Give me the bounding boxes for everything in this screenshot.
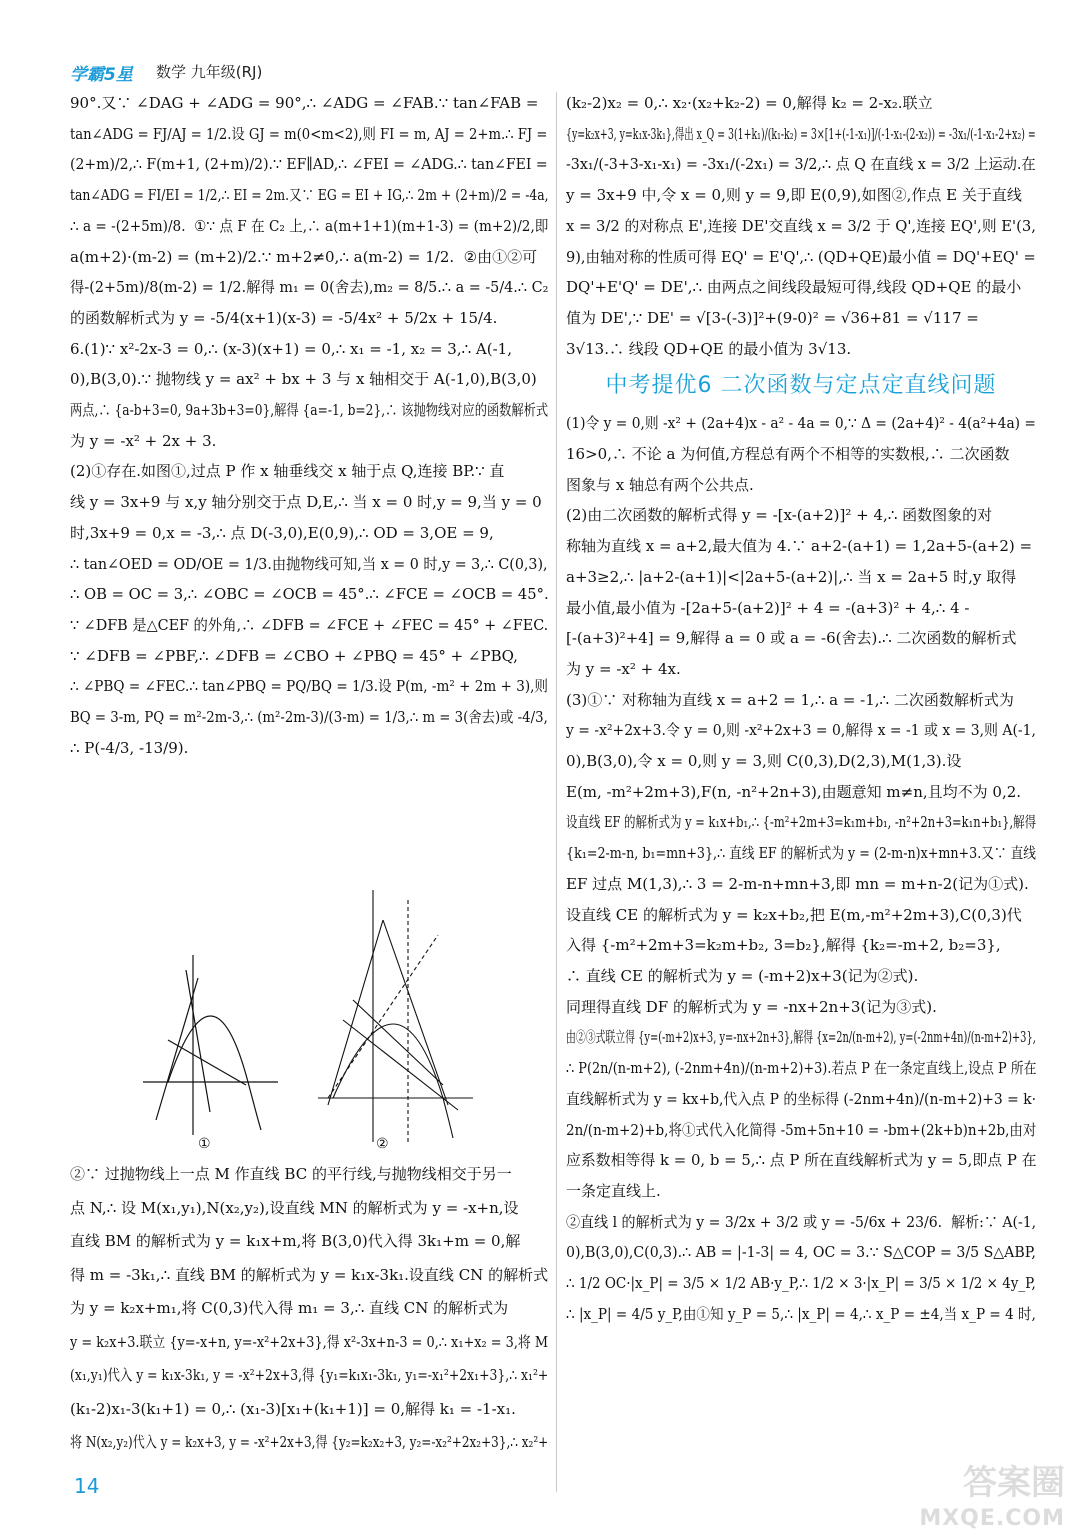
text-line: BQ = 3-m, PQ = m²-2m-3,∴ (m²-2m-3)/(3-m) = 1/3,∴ m = 3(舍去)或 -4/3, bbox=[70, 708, 548, 727]
text-line: ∴ 直线 CE 的解析式为 y = (-m+2)x+3(记为②式). bbox=[566, 966, 919, 985]
text-line: 得 m = -3k₁,∴ 直线 BM 的解析式为 y = k₁x-3k₁.设直线 CN 的解析式 bbox=[70, 1265, 548, 1284]
column-divider bbox=[556, 92, 557, 1492]
text-line: 将 N(x₂,y₂)代入 y = k₂x+3, y = -x²+2x+3,得 {y₂=k₂x₂+3, y₂=-x₂²+2x₂+3},∴ x₂²+ bbox=[70, 1433, 549, 1451]
text-line: ∴ a = -(2+5m)/8. ①∵ 点 F 在 C₂ 上,∴ a(m+1+1)(m+1-3) = (m+2)/2,即 bbox=[70, 216, 548, 235]
text-line: 最小值,最小值为 -[2a+5-(a+2)]² + 4 = -(a+3)² + 4,∴ 4 - bbox=[566, 598, 970, 617]
text-line: 为 y = -x² + 2x + 3. bbox=[70, 431, 217, 450]
text-line: 0),B(3,0).∵ 抛物线 y = ax² + bx + 3 与 x 轴相交于 A(-1,0),B(3,0) bbox=[70, 370, 537, 389]
text-line: 两点,∴ {a-b+3=0, 9a+3b+3=0},解得 {a=-1, b=2},∴ 该抛物线对应的函数解析式 bbox=[70, 401, 549, 420]
text-line: 同理得直线 DF 的解析式为 y = -nx+2n+3(记为③式). bbox=[566, 997, 937, 1016]
page-number: 14 bbox=[74, 1474, 100, 1498]
text-line: {y=k₂x+3, y=k₁x-3k₁},得出 x_Q = 3(1+k₁)/(k₁-k₂) = 3×[1+(-1-x₁)]/(-1-x₁-(2-x₂)) = -3x₁/(-1-x₁-2+x₂) = bbox=[566, 124, 1036, 143]
text-line: (1)令 y = 0,则 -x² + (2a+4)x - a² - 4a = 0,∵ Δ = (2a+4)² - 4(a²+4a) = bbox=[566, 414, 1036, 433]
text-line: 由②③式联立得 {y=(-m+2)x+3, y=-nx+2n+3},解得 {x=2n/(n-m+2), y=(-2nm+4n)/(n-m+2)+3}, bbox=[566, 1028, 1036, 1047]
text-line: 设直线 EF 的解析式为 y = k₁x+b₁,∴ {-m²+2m+3=k₁m+b₁, -n²+2n+3=k₁n+b₁},解得 bbox=[566, 813, 1036, 832]
fig1-line-bf bbox=[168, 1040, 246, 1085]
text-line: 图象与 x 轴总有两个公共点. bbox=[566, 475, 754, 494]
text-line: 时,3x+9 = 0,x = -3,∴ 点 D(-3,0),E(0,9),∴ OD = 3,OE = 9, bbox=[70, 523, 494, 542]
figure-1-label: ① bbox=[198, 1136, 211, 1152]
text-line: ∴ ∠PBQ = ∠FEC.∴ tan∠PBQ = PQ/BQ = 1/3.设 P(m, -m² + 2m + 3),则 bbox=[70, 677, 549, 696]
watermark-text: 答案圈 bbox=[963, 1463, 1065, 1503]
text-line: ∴ P(2n/(n-m+2), (-2nm+4n)/(n-m+2)+3).若点 P 在一条定直线上,设点 P 所在 bbox=[566, 1059, 1037, 1078]
text-line: ∴ P(-4/3, -13/9). bbox=[70, 738, 189, 757]
parabola-figures bbox=[128, 880, 488, 1152]
brand-logo: 学霸5星 bbox=[70, 65, 133, 85]
text-line: ∵ ∠DFB = ∠PBF,∴ ∠DFB = ∠CBO + ∠PBQ = 45° + ∠PBQ, bbox=[70, 646, 518, 665]
text-line: EF 过点 M(1,3),∴ 3 = 2-m-n+mn+3,即 mn = m+n-2(记为①式). bbox=[566, 874, 1029, 893]
right-column-part-1 bbox=[566, 88, 1036, 364]
fig2-line-mn bbox=[343, 1020, 458, 1110]
text-line: 0),B(3,0),C(0,3).∴ AB = |-1-3| = 4, OC = 3.∵ S△COP = 3/5 S△ABP, bbox=[566, 1243, 1036, 1262]
figure-2 bbox=[318, 890, 473, 1142]
text-line: [-(a+3)²+4] = 9,解得 a = 0 或 a = -6(舍去).∴ 二次函数的解析式 bbox=[566, 629, 1017, 648]
text-line: {k₁=2-m-n, b₁=mn+3},∴ 直线 EF 的解析式为 y = (2-m-n)x+mn+3.又∵ 直线 bbox=[566, 844, 1036, 863]
book-subject-grade: 数学 九年级(RJ) bbox=[156, 63, 263, 81]
figure-2-label: ② bbox=[376, 1136, 389, 1152]
text-line: tan∠ADG = FI/EI = 1/2,∴ EI = 2m.又∵ EG = EI + IG,∴ 2m + (2+m)/2 = -4a, bbox=[70, 186, 549, 205]
text-line: 3√13.∴ 线段 QD+QE 的最小值为 3√13. bbox=[566, 339, 852, 358]
text-line: 9),由轴对称的性质可得 EQ' = E'Q',∴ (QD+QE)最小值 = DQ'+EQ' = bbox=[566, 247, 1036, 266]
left-column-text bbox=[70, 88, 548, 868]
text-line: a+3≥2,∴ |a+2-(a+1)|<|2a+5-(a+2)|,∴ 当 x = 2a+5 时,y 取得 bbox=[566, 567, 1017, 586]
text-line: 16>0,∴ 不论 a 为何值,方程总有两个不相等的实数根,∴ 二次函数 bbox=[566, 445, 1010, 464]
fig2-line-bm bbox=[353, 1000, 443, 1085]
text-line: y = -x²+2x+3.令 y = 0,则 -x²+2x+3 = 0,解得 x = -1 或 x = 3,则 A(-1, bbox=[566, 721, 1036, 740]
text-line: y = 3x+9 中,令 x = 0,则 y = 9,即 E(0,9),如图②,作点 E 关于直线 bbox=[566, 186, 1022, 205]
text-line: 为 y = -x² + 4x. bbox=[566, 659, 681, 678]
text-line: y = k₂x+3.联立 {y=-x+n, y=-x²+2x+3},得 x²-3x+n-3 = 0,∴ x₁+x₂ = 3,将 M bbox=[70, 1332, 548, 1351]
text-line: 0),B(3,0),令 x = 0,则 y = 3,则 C(0,3),D(2,3),M(1,3).设 bbox=[566, 752, 962, 771]
text-line: ∵ ∠DFB 是△CEF 的外角,∴ ∠DFB = ∠FCE + ∠FEC = 45° + ∠FEC. bbox=[70, 615, 548, 634]
text-line: 值为 DE',∵ DE' = √[3-(-3)]²+(9-0)² = √36+81 = √117 = bbox=[566, 308, 979, 327]
fig2-line-de bbox=[328, 920, 383, 1105]
text-line: ∴ OB = OC = 3,∴ ∠OBC = ∠OCB = 45°.∴ ∠FCE = ∠OCB = 45°. bbox=[70, 585, 549, 604]
text-line: 入得 {-m²+2m+3=k₂m+b₂, 3=b₂},解得 {k₂=-m+2, b₂=3}, bbox=[566, 936, 1001, 955]
text-line: ∴ 1/2 OC·|x_P| = 3/5 × 1/2 AB·y_P,∴ 1/2 × 3·|x_P| = 3/5 × 1/2 × 4y_P, bbox=[566, 1274, 1036, 1293]
text-line: ∴ tan∠OED = OD/OE = 1/3.由抛物线可知,当 x = 0 时,y = 3,∴ C(0,3), bbox=[70, 554, 548, 573]
left-column-bottom-text bbox=[70, 1158, 548, 1478]
text-line: 的函数解析式为 y = -5/4(x+1)(x-3) = -5/4x² + 5/2x + 15/4. bbox=[70, 308, 498, 327]
text-line: 点 N,∴ 设 M(x₁,y₁),N(x₂,y₂),设直线 MN 的解析式为 y = -x+n,设 bbox=[70, 1198, 519, 1217]
fig1-line-de bbox=[156, 978, 198, 1120]
watermark-url: MXQE.COM bbox=[919, 1506, 1065, 1531]
text-line: -3x₁/(-3+3-x₁-x₁) = -3x₁/(-2x₁) = 3/2,∴ 点 Q 在直线 x = 3/2 上运动.在 bbox=[566, 155, 1036, 174]
text-line: a(m+2)·(m-2) = (m+2)/2.∵ m+2≠0,∴ a(m-2) = 1/2. ②由①②可 bbox=[70, 247, 538, 266]
text-line: (2+m)/2,∴ F(m+1, (2+m)/2).∵ EF∥AD,∴ ∠FEI = ∠ADG.∴ tan∠FEI = bbox=[70, 155, 548, 174]
text-line: 得-(2+5m)/8(m-2) = 1/2.解得 m₁ = 0(舍去),m₂ = 8/5.∴ a = -5/4.∴ C₂ bbox=[70, 278, 549, 297]
text-line: 2n/(n-m+2)+b,将①式代入化简得 -5m+5n+10 = -bm+(2k+b)n+2b,由对 bbox=[566, 1120, 1037, 1139]
text-line: ②∵ 过抛物线上一点 M 作直线 BC 的平行线,与抛物线相交于另一 bbox=[70, 1165, 512, 1183]
text-line: ∴ |x_P| = 4/5 y_P,由①知 y_P = 5,∴ |x_P| = 4,∴ x_P = ±4,当 x_P = 4 时, bbox=[566, 1304, 1036, 1323]
text-line: (2)由二次函数的解析式得 y = -[x-(a+2)]² + 4,∴ 函数图象的对 bbox=[566, 506, 993, 525]
page-header bbox=[70, 58, 1030, 88]
figure-svg bbox=[128, 880, 488, 1152]
text-line: (x₁,y₁)代入 y = k₁x-3k₁, y = -x²+2x+3,得 {y₁=k₁x₁-3k₁, y₁=-x₁²+2x₁+3},∴ x₁²+ bbox=[70, 1366, 549, 1384]
text-line: 直线解析式为 y = kx+b,代入点 P 的坐标得 (-2nm+4n)/(n-m+2)+3 = k· bbox=[566, 1089, 1036, 1108]
text-line: 设直线 CE 的解析式为 y = k₂x+b₂,把 E(m,-m²+2m+3),C(0,3)代 bbox=[566, 905, 1022, 924]
text-line: DQ'+E'Q' = DE',∴ 由两点之间线段最短可得,线段 QD+QE 的最小 bbox=[566, 278, 1022, 297]
text-line: (2)①存在.如图①,过点 P 作 x 轴垂线交 x 轴于点 Q,连接 BP.∵ 直 bbox=[70, 462, 505, 481]
text-line: (k₁-2)x₁-3(k₁+1) = 0,∴ (x₁-3)[x₁+(k₁+1)] = 0,解得 k₁ = -1-x₁. bbox=[70, 1399, 516, 1418]
text-line: 6.(1)∵ x²-2x-3 = 0,∴ (x-3)(x+1) = 0,∴ x₁ = -1, x₂ = 3,∴ A(-1, bbox=[70, 339, 512, 358]
text-line: E(m, -m²+2m+3),F(n, -n²+2n+3),由题意知 m≠n,且均不为 0,2. bbox=[566, 782, 1022, 801]
text-line: (k₂-2)x₂ = 0,∴ x₂·(x₂+k₂-2) = 0,解得 k₂ = 2-x₂.联立 bbox=[566, 94, 933, 112]
text-line: (3)①∵ 对称轴为直线 x = a+2 = 1,∴ a = -1,∴ 二次函数解析式为 bbox=[566, 690, 1014, 709]
watermark-logo bbox=[893, 1455, 1073, 1533]
text-line: 为 y = k₂x+m₁,将 C(0,3)代入得 m₁ = 3,∴ 直线 CN 的解析式为 bbox=[70, 1299, 509, 1317]
fig2-line-de-prime bbox=[328, 935, 438, 1098]
text-line: ②直线 l 的解析式为 y = 3/2x + 3/2 或 y = -5/6x + 23/6. 解析:∵ A(-1, bbox=[566, 1212, 1036, 1231]
right-column-part-2 bbox=[566, 408, 1036, 1329]
fig1-line-l bbox=[186, 970, 210, 1112]
text-line: 90°.又∵ ∠DAG + ∠ADG = 90°,∴ ∠ADG = ∠FAB.∵ tan∠FAB = bbox=[70, 94, 539, 112]
fig2-parabola bbox=[333, 1024, 453, 1138]
right-column-text bbox=[566, 88, 1036, 1508]
text-line: 应系数相等得 k = 0, b = 5,∴ 点 P 所在直线解析式为 y = 5,即点 P 在 bbox=[566, 1151, 1037, 1170]
figure-1 bbox=[143, 955, 278, 1135]
section-title: 中考提优6 二次函数与定点定直线问题 bbox=[605, 373, 997, 399]
text-line: 线 y = 3x+9 与 x,y 轴分别交于点 D,E,∴ 当 x = 0 时,y = 9,当 y = 0 bbox=[70, 493, 542, 512]
text-line: tan∠ADG = FJ/AJ = 1/2.设 GJ = m(0<m<2),则 FI = m, AJ = 2+m.∴ FJ = bbox=[70, 124, 548, 143]
text-line: 直线 BM 的解析式为 y = k₁x+m,将 B(3,0)代入得 3k₁+m = 0,解 bbox=[70, 1232, 521, 1250]
text-line: 一条定直线上. bbox=[566, 1181, 661, 1200]
text-line: 称轴为直线 x = a+2,最大值为 4.∵ a+2-(a+1) = 1,2a+5-(a+2) = bbox=[566, 537, 1033, 556]
text-line: x = 3/2 的对称点 E',连接 DE'交直线 x = 3/2 于 Q',连接 EQ',则 E'(3, bbox=[566, 216, 1036, 235]
